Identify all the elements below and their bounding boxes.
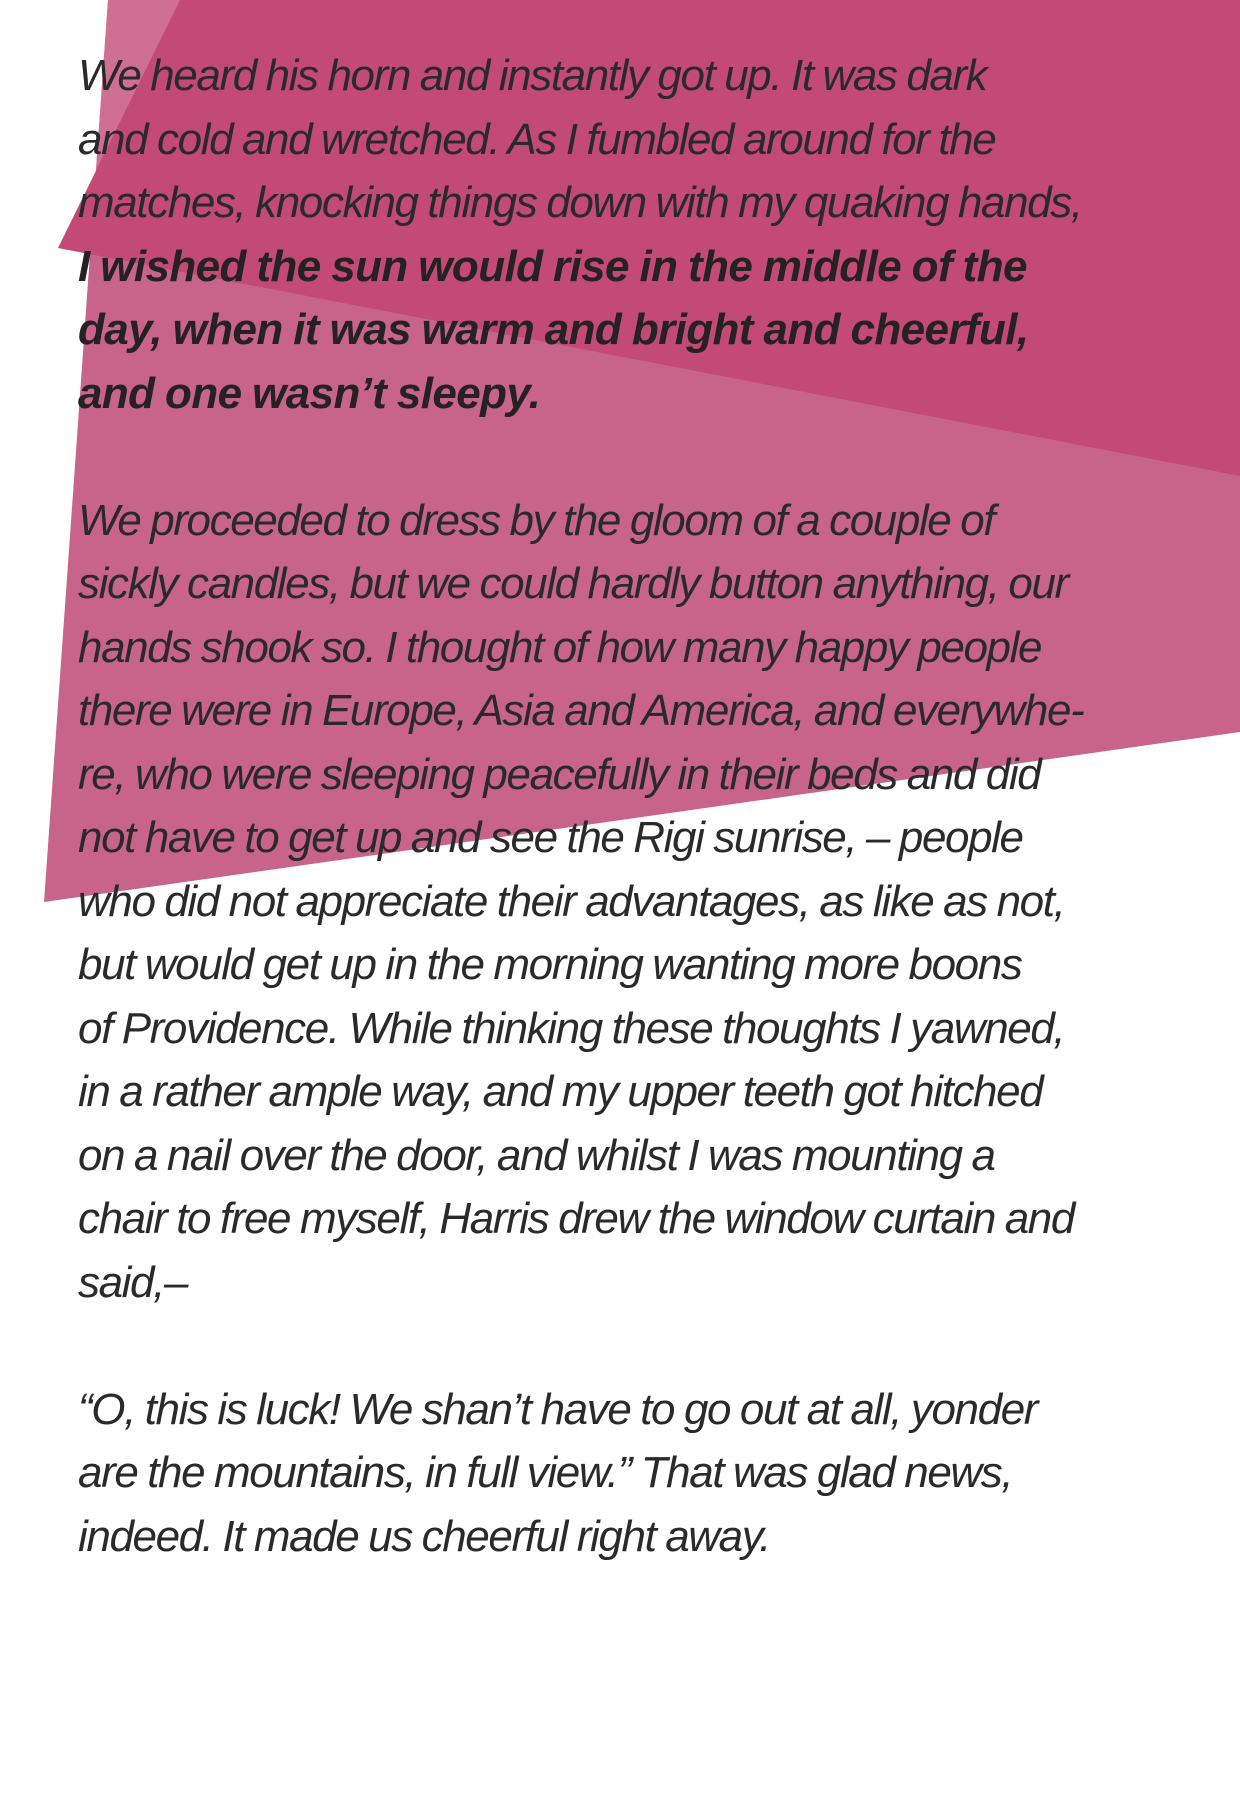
text-line: in a rather ample way, and my upper teeth got hitched <box>78 1067 1043 1116</box>
text-line: hands shook so. I thought of how many happy people <box>78 622 1042 672</box>
text-line: chair to free myself, Harris drew the window curtain and <box>78 1194 1074 1243</box>
bold-text-line: day, when it was warm and bright and cheerful, <box>78 305 1029 354</box>
text-line: and cold and wretched. As I fumbled around for the <box>78 114 996 164</box>
text-line: on a nail over the door, and whilst I was mounting a <box>78 1130 995 1180</box>
text-line: We proceeded to dress by the gloom of a couple of <box>78 495 995 545</box>
paragraph-1 <box>78 44 1188 425</box>
bold-text-line: and one wasn’t sleepy. <box>78 368 541 418</box>
text-line: there were in Europe, Asia and America, and everywhe- <box>78 686 1084 735</box>
text-line: said,– <box>78 1257 188 1307</box>
text-line: are the mountains, in full view.” That was glad news, <box>78 1448 1013 1497</box>
text-line: “O, this is luck! We shan’t have to go out at all, yonder <box>78 1384 1038 1434</box>
paragraph-3 <box>78 1378 1188 1569</box>
bold-text-line: I wished the sun would rise in the middle of the <box>78 241 1027 291</box>
text-line: of Providence. While thinking these thoughts I yawned, <box>78 1003 1065 1053</box>
text-body <box>78 44 1188 1632</box>
text-line: not have to get up and see the Rigi sunrise, – people <box>78 813 1023 862</box>
text-line: indeed. It made us cheerful right away. <box>78 1511 770 1561</box>
text-line: re, who were sleeping peacefully in their beds and did <box>78 749 1041 799</box>
bold-passage <box>78 235 1188 426</box>
paragraph-2 <box>78 489 1188 1315</box>
text-line: matches, knocking things down with my quaking hands, <box>78 178 1082 227</box>
text-line: but would get up in the morning wanting more boons <box>78 940 1022 989</box>
text-line: who did not appreciate their advantages, as like as not, <box>78 876 1065 926</box>
text-line: We heard his horn and instantly got up. It was dark <box>78 51 987 100</box>
text-line: sickly candles, but we could hardly button anything, our <box>78 559 1068 608</box>
